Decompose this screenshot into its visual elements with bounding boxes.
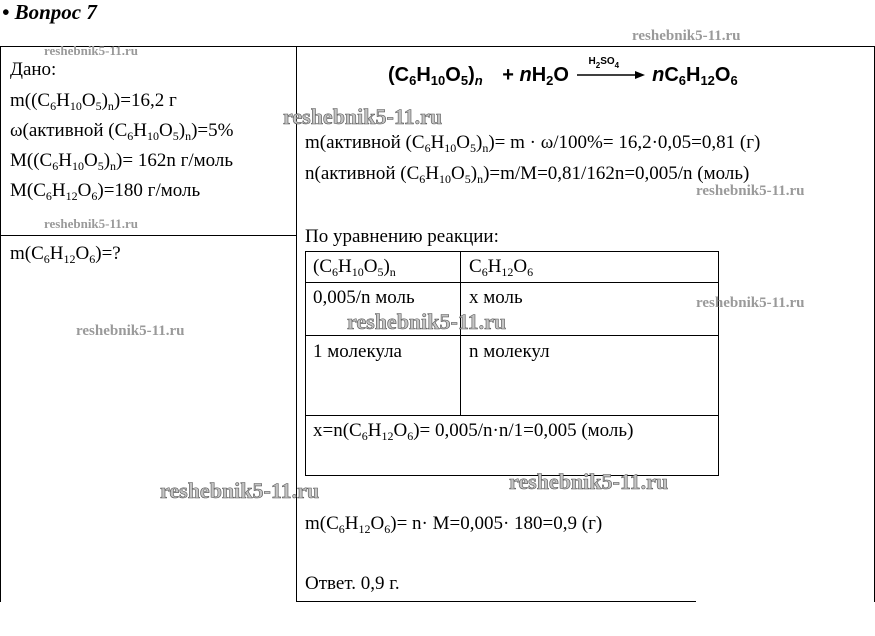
given-label: Дано:: [10, 59, 57, 80]
given-molar-mass-starch: $M((C_6H_{10}O_5)_n)= 162n$ г/моль: [10, 150, 234, 173]
table-cell-glucose-molecules: n молекул: [469, 341, 550, 362]
watermark: reshebnik5-11.ru: [347, 309, 507, 334]
table-header-glucose: $C_6H_{12}O_6$: [469, 256, 534, 279]
given-separator: [0, 235, 296, 236]
given-molar-mass-glucose: $M(C_6H_{12}O_6)=180$ г/моль: [10, 180, 201, 203]
given-mass: $m((C_6H_{10}O_5)_n)=16,2$ г: [10, 90, 177, 113]
watermark: reshebnik5-11.ru: [44, 43, 139, 58]
table-cell-starch-molecules: 1 молекула: [313, 341, 402, 362]
proportion-table: [305, 251, 719, 476]
given-fraction: ω(активной $(C_6H_{10}O_5)_n)=5\%$: [10, 120, 234, 143]
table-result-row: $x=n(C_6H_{12}O_6)= 0,005/n\cdot n/1=0,005$ (моль): [313, 420, 634, 443]
reaction-arrow: $H_2SO_4$: [575, 64, 647, 84]
solution-glucose-mass: $m(C_6H_{12}O_6)= n\cdot M=0,005\cdot 180=0,9$ (г): [305, 513, 603, 536]
watermark: reshebnik5-11.ru: [76, 323, 185, 339]
by-equation-label: По уравнению реакции:: [305, 226, 499, 247]
watermark: reshebnik5-11.ru: [283, 104, 443, 129]
frame-left-border: [0, 46, 1, 602]
question-heading: • Вопрос 7: [2, 0, 97, 24]
watermark: reshebnik5-11.ru: [696, 295, 805, 311]
solution-active-moles: n(активной $(C_6H_{10}O_5)_n)=m/M=0,81/162n=0,005/n$ (моль): [305, 163, 750, 186]
watermark: reshebnik5-11.ru: [696, 183, 805, 199]
solution-active-mass: m(активной $(C_6H_{10}O_5)_n)= m \cdot \omega/100\%= 16,2\cdot 0,05=0,81$ (г): [305, 132, 761, 155]
answer-text: Ответ. 0,9 г.: [305, 573, 400, 594]
watermark: reshebnik5-11.ru: [44, 216, 139, 231]
frame-bottom-border: [296, 601, 696, 602]
table-cell-starch-moles: 0,005/n моль: [313, 287, 415, 308]
table-header-starch: $(C_6H_{10}O_5)_n$: [313, 256, 396, 279]
reactant-starch: $(C_6H_{10}O_5)_n$: [388, 64, 483, 88]
watermark: reshebnik5-11.ru: [160, 478, 320, 503]
watermark: reshebnik5-11.ru: [509, 469, 669, 494]
table-cell-glucose-moles: x моль: [469, 287, 523, 308]
reaction-equation: $(C_6H_{10}O_5)_n + nH_2O$ $H_2SO_4$ $nC_6H_{12}O_6$: [388, 56, 738, 88]
find-label: $m(C_6H_{12}O_6)=$?: [10, 243, 121, 266]
watermark: reshebnik5-11.ru: [632, 28, 741, 44]
